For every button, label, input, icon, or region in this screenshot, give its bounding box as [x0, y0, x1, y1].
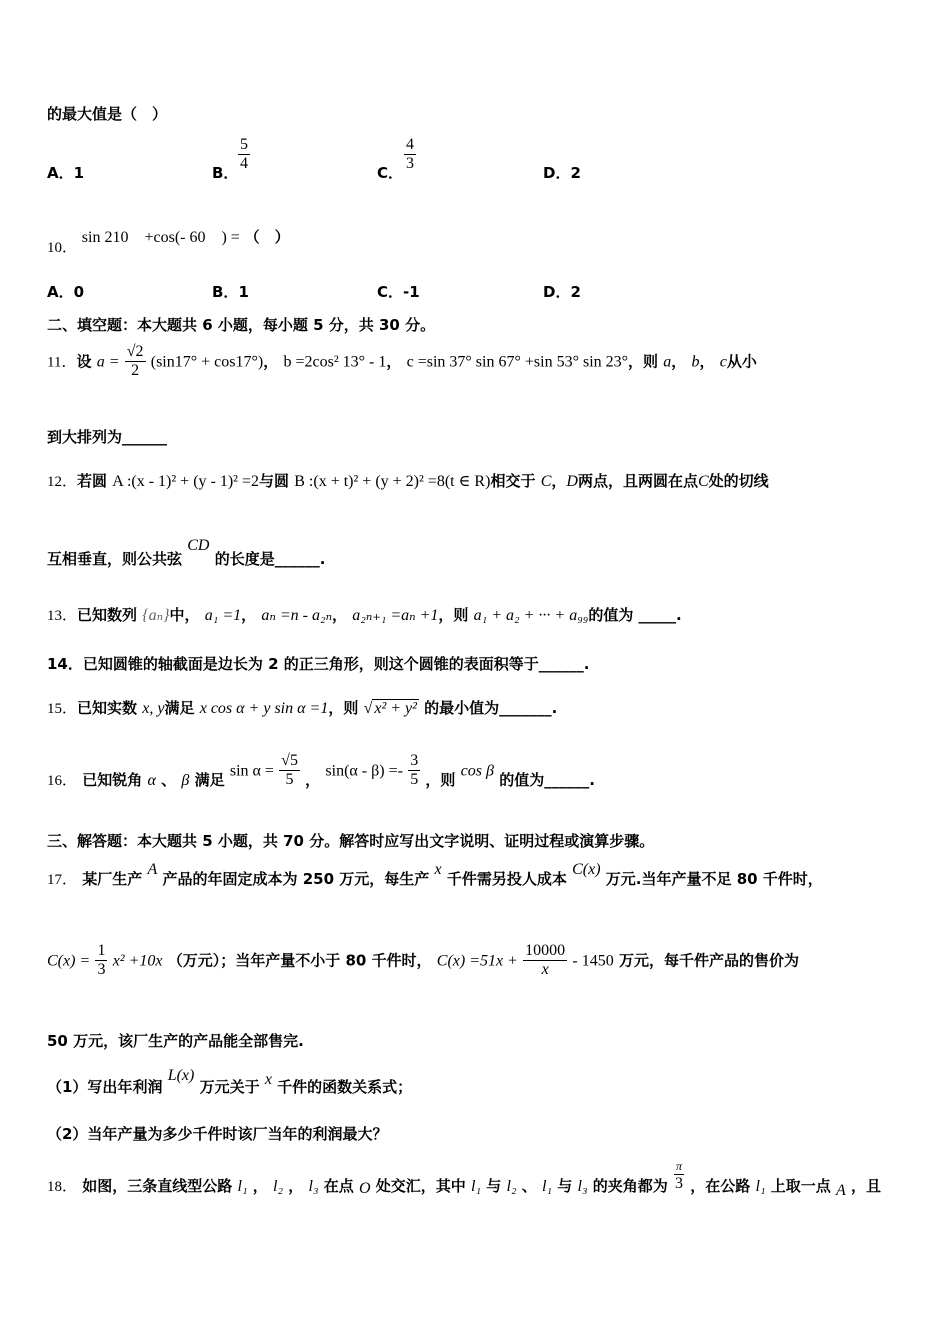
- q9-option-c: C．: [377, 164, 404, 182]
- q12-line-1: 12．若圆 A :(x - 1)² + (y - 1)² =2与圆 B :(x + t)² + (y + 2)² =8(t ∈ R)相交于 C，D两点，且两圆在点C处的切线: [47, 472, 769, 490]
- q10-stem: 10． sin 210 +cos(- 60 ) = （ ）: [47, 228, 290, 256]
- q9-option-d: D．2: [543, 164, 581, 182]
- q17-part-2: （2）当年产量为多少千件时该厂当年的利润最大？: [47, 1125, 388, 1143]
- q10-option-c: C．-1: [377, 283, 420, 301]
- q17-line-2: C(x) = $\frac{1}{3}$ x² +10x （万元）；当年产量不小于 80 千件时， C(x) =51x + $\frac{10000}{x}$ - 1450 万元，每千件产品的售价为: [47, 942, 799, 979]
- q10-option-d: D．2: [543, 283, 581, 301]
- q9-option-b: B．: [212, 164, 239, 182]
- q17-line-1: 17． 某厂生产 A 产品的年固定成本为 250 万元，每生产 x 千件需另投人成本 C(x) 万元.当年产量不足 80 千件时，: [47, 861, 823, 888]
- q11-line-1: 11．设 a = $\frac{√2}{2}$ (sin17° + cos17°)， b =2cos² 13° - 1， c =sin 37° sin 67° +sin 53° sin 23°，则 a， b， c从小: [47, 343, 757, 380]
- section-2-heading: 二、填空题：本大题共 6 小题，每小题 5 分，共 30 分。: [47, 316, 436, 334]
- q12-line-2: 互相垂直，则公共弦 CD 的长度是______.: [47, 537, 326, 568]
- q9-option-b-fraction: $\frac{5}{4}$: [240, 136, 248, 173]
- q15-line: 15．已知实数 x, y满足 x cos α + y sin α =1，则 √ x² + y² 的最小值为_______.: [47, 699, 558, 717]
- q9-option-c-fraction: $\frac{4}{3}$: [406, 136, 414, 173]
- section-3-heading: 三、解答题：本大题共 5 小题，共 70 分。解答时应写出文字说明、证明过程或演算步骤。: [47, 832, 655, 850]
- q14-line: 14．已知圆锥的轴截面是边长为 2 的正三角形，则这个圆锥的表面积等于______.: [47, 655, 590, 673]
- q18-line-1: 18． 如图，三条直线型公路 l₁ ， l₂ ， l₃ 在点 O 处交汇，其中 l₁ 与 l₂ 、 l₁ 与 l₃ 的夹角都为 $\frac{\pi}{3}$ ，在公路 l₁ 上取一点 A ，且: [47, 1159, 882, 1200]
- q9-option-a: A．1: [47, 164, 85, 182]
- q9-stem-tail: 的最大值是（ ）: [47, 105, 168, 123]
- q10-option-a: A．0: [47, 283, 85, 301]
- q11-line-2: 到大排列为______: [47, 428, 168, 446]
- q13-line: 13．已知数列 {aₙ}中， a₁ =1， aₙ =n - a₂ₙ， a₂ₙ₊₁ =aₙ +1，则 a₁ + a₂ + ··· + a₉₉的值为 _____.: [47, 606, 682, 624]
- q10-option-b: B．1: [212, 283, 249, 301]
- q17-part-1: （1）写出年利润 L(x) 万元关于 x 千件的函数关系式；: [47, 1067, 413, 1096]
- q17-line-3: 50 万元，该厂生产的产品能全部售完.: [47, 1032, 304, 1050]
- q16-line: 16． 已知锐角 α 、 β 满足 sin α = $\frac{√5}{5}$ ， sin(α - β) =- $\frac{3}{5}$ ，则 cos β 的值为______.: [47, 752, 595, 790]
